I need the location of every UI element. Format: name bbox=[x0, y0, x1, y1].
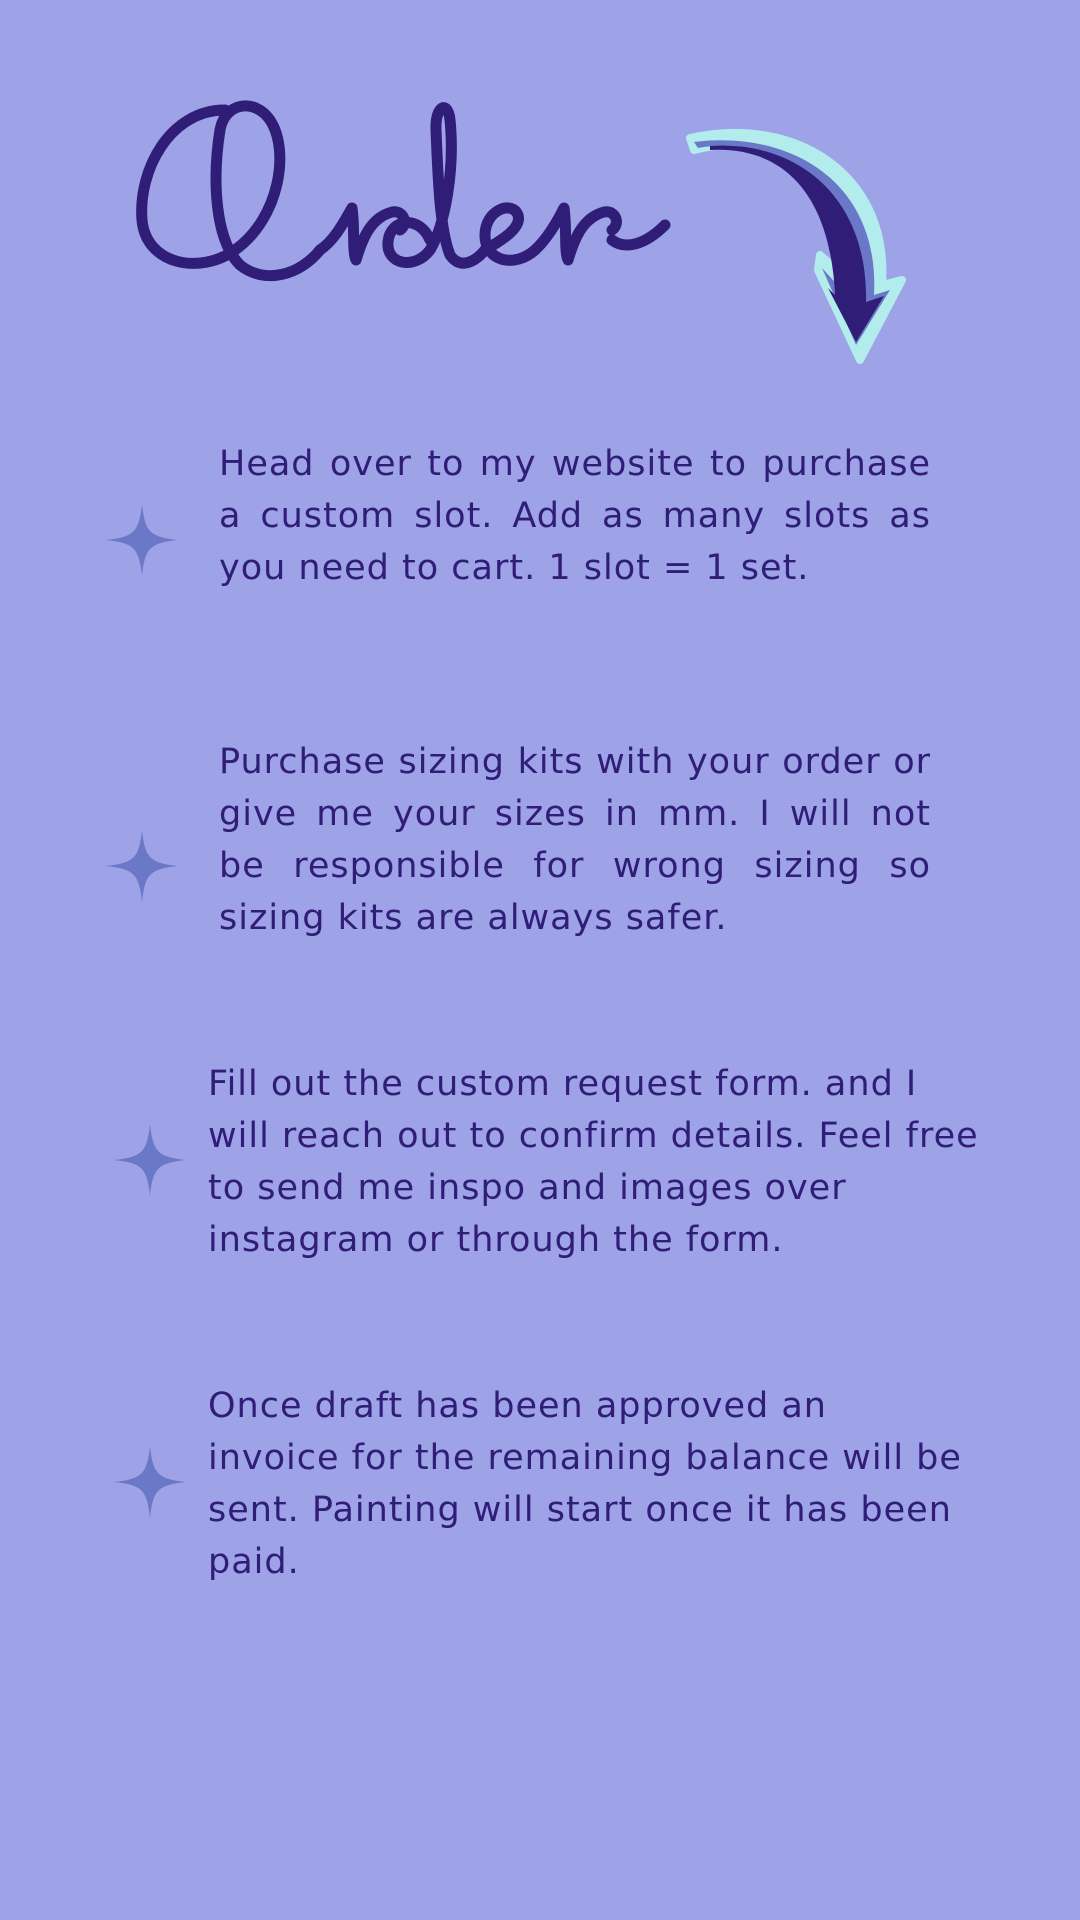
step-text: Once draft has been approved an invoice for the remaining balance will be sent. Painting will start once it has been paid. bbox=[208, 1386, 962, 1582]
step-text: Purchase sizing kits with your order or give me your sizes in mm. I will not be responsible for wrong sizing so sizing kits are always safer. bbox=[219, 742, 931, 938]
sparkle-icon bbox=[114, 1446, 186, 1518]
sparkle-icon bbox=[114, 1124, 186, 1196]
step-text: Head over to my website to purchase a custom slot. Add as many slots as you need to cart. 1 slot = 1 set. bbox=[219, 444, 931, 588]
step-text: Fill out the custom request form. and I will reach out to confirm details. Feel free to send me inspo and images over instagram or through the form. bbox=[208, 1064, 979, 1260]
sparkle-icon bbox=[106, 504, 178, 576]
sparkle-icon bbox=[106, 830, 178, 902]
page-title bbox=[130, 90, 690, 320]
curved-arrow-down-icon bbox=[670, 120, 910, 390]
